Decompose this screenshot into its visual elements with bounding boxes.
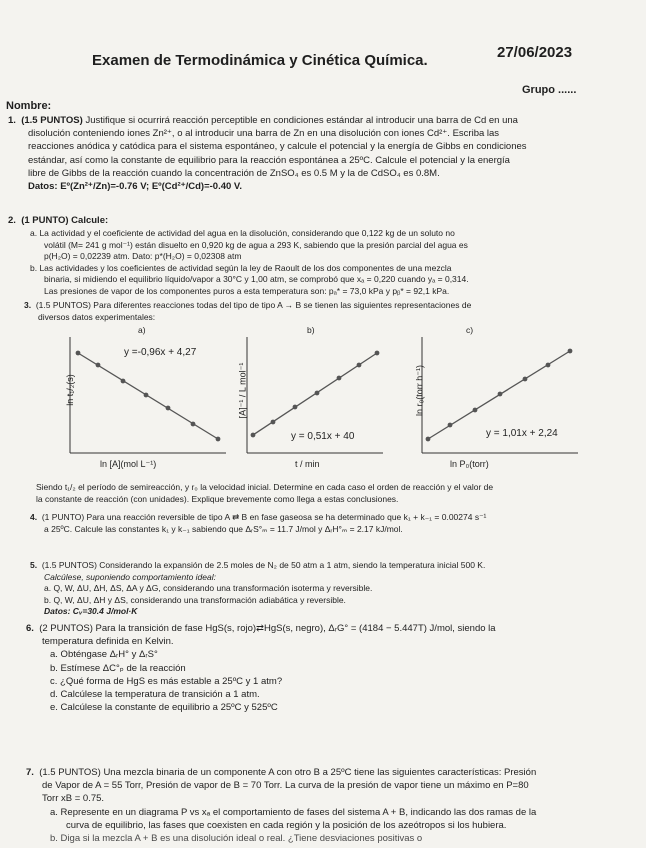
q4-number: 4. — [30, 512, 38, 522]
q5-a: a. Q, W, ΔU, ΔH, ΔS, ΔA y ΔG, considerando una transformación isoterma y reversible. — [44, 583, 373, 593]
q6-item-a: a. Obténgase ΔᵣH° y ΔᵣS° — [50, 649, 158, 661]
exam-title: Examen de Termodinámica y Cinética Química. — [92, 52, 428, 69]
graph-a-point — [76, 351, 81, 356]
graph-a — [65, 325, 228, 475]
q1-data: Datos: Eº(Zn²⁺/Zn)=-0.76 V; Eº(Cd²⁺/Cd)=-0.40 V. — [28, 181, 243, 193]
graph-c-point — [448, 423, 453, 428]
q7-line-0: (1.5 PUNTOS) Una mezcla binaria de un componente A con otro B a 25ºC tiene las siguientes características: Presión — [39, 767, 537, 778]
q2-number: 2. — [8, 215, 16, 226]
q7-line-2: Torr xB = 0.75. — [42, 793, 105, 805]
graph-b-point — [337, 376, 342, 381]
graph-c-point — [523, 377, 528, 382]
q5-line-1: Calcúlese, suponiendo comportamiento ideal: — [44, 571, 216, 582]
graph-a-point — [216, 437, 221, 442]
q6-line-0: (2 PUNTOS) Para la transición de fase HgS(s, rojo)⇄HgS(s, negro), ΔᵣG° = (4184 − 5.447T) J/mol, siendo la — [39, 623, 496, 634]
graph-b — [237, 325, 395, 475]
graph-a-ylabel: ln t₁/₂(s) — [65, 374, 75, 406]
group-label: Grupo ...... — [522, 84, 577, 96]
q4-line-0: (1 PUNTO) Para una reacción reversible de tipo A ⇄ B en fase gaseosa se ha determinado que k₁ + k₋₁ = 0.00274 s⁻¹ — [41, 512, 487, 522]
question-3 — [24, 300, 636, 323]
q3-line-0: (1.5 PUNTOS) Para diferentes reacciones todas del tipo de tipo A → B se tienen las siguientes representaciones de — [35, 300, 472, 310]
question-2 — [8, 214, 638, 227]
q5-number: 5. — [30, 560, 38, 570]
q2-a-line-2: p(H₂O) = 0,02239 atm. Dato: p*(H₂O) = 0,02308 atm — [44, 251, 242, 261]
q3-footer-line-0: Siendo t₁/₂ el período de semireacción, y r₀ la velocidad inicial. Determine en cada caso el orden de reacción y el valor de — [36, 482, 494, 492]
q7-line-1: de Vapor de A = 55 Torr, Presión de vapor de B = 70 Torr. La curva de la presión de vapor tiene un máximo en P=80 — [42, 780, 529, 792]
q5-line-0: (1.5 PUNTOS) Considerando la expansión de 2.5 moles de N₂ de 50 atm a 1 atm, siendo la temperatura inicial 500 K. — [41, 560, 486, 570]
q5-b: b. Q, W, ΔU, ΔH y ΔS, considerando una transformación adiabática y reversible. — [44, 594, 346, 605]
q7-a-line-0: a. Represente en un diagrama P vs xₐ el comportamiento de fases del sistema A + B, indicando las dos ramas de la — [50, 806, 537, 818]
exam-date: 27/06/2023 — [497, 44, 573, 61]
q5-data: Datos: Cᵥ=30.4 J/mol·K — [44, 606, 138, 616]
graph-b-ylabel: [A]⁻¹ / L mol⁻¹ — [237, 362, 248, 419]
question-1 — [8, 114, 638, 193]
graph-a-point — [166, 406, 171, 411]
q2-part-a — [30, 228, 640, 297]
q7-a-line-1: curva de equilibrio, las fases que coexisten en cada región y la posición de los azeótropos si los hubiera. — [66, 819, 507, 831]
question-4 — [30, 512, 636, 535]
graph-b-point — [251, 433, 256, 438]
q1-line-4: libre de Gibbs de la reacción cuando la concentración de ZnSO₄ es 0.5 M y la de CdSO₄ es 0.8M. — [28, 167, 440, 179]
q3-footer-line-1: la constante de reacción (con unidades). Explique brevemente como llega a estas conclusiones. — [36, 493, 399, 504]
q2-b-line-0: b. Las actividades y los coeficientes de actividad según la ley de Raoult de los dos componentes de una mezcla — [30, 262, 452, 273]
graph-b-tag: b) — [307, 325, 315, 335]
q1-line-2: reacciones anódica y catódica para el sistema espontáneo, y calcule el potencial y la energía de Gibbs en condiciones — [28, 141, 527, 153]
graph-b-point — [375, 351, 380, 356]
graph-c-xlabel: ln P₀(torr) — [450, 459, 489, 469]
graph-b-point — [357, 363, 362, 368]
q2-a-line-0: a. La actividad y el coeficiente de actividad del agua en la disolución, considerando que 0,122 kg de un soluto no — [30, 228, 455, 238]
graph-a-point — [144, 393, 149, 398]
q3-footer — [36, 482, 636, 505]
q7-number: 7. — [26, 767, 34, 778]
question-5 — [30, 560, 636, 618]
graph-a-point — [121, 379, 126, 384]
q7-b-line: b. Diga si la mezcla A + B es una disolución ideal o real. ¿Tiene desviaciones positivas o — [50, 833, 423, 845]
q6-line-1: temperatura definida en Kelvin. — [42, 636, 174, 648]
q2-a-line-1: volátil (M= 241 g mol⁻¹) están disuelto en 0,920 kg de agua a 293 K, sabiendo que la presión parcial del agua es — [44, 239, 468, 250]
q4-line-1: a 25ºC. Calcule las constantes k₁ y k₋₁ sabiendo que ΔᵣS°ₘ = 11.7 J/mol y ΔᵣH°ₘ = 2.17 kJ/mol. — [44, 523, 403, 534]
q6-item-e: e. Calcúlese la constante de equilibrio a 25ºC y 525ºC — [50, 702, 278, 714]
q6-item-b: b. Estímese ΔC°ₚ de la reacción — [50, 662, 186, 674]
graph-b-point — [271, 420, 276, 425]
q6-item-c: c. ¿Qué forma de HgS es más estable a 25ºC y 1 atm? — [50, 675, 283, 687]
q1-points: (1.5 PUNTOS) — [21, 115, 83, 126]
graph-c-ylabel: ln r₀(torr h⁻¹) — [414, 365, 425, 416]
graph-c — [414, 325, 580, 475]
q1-number: 1. — [8, 115, 16, 126]
q1-line-0: Justifique si ocurrirá reacción perceptible en condiciones estándar al introducir una barra de Cd en una — [85, 115, 518, 126]
graph-b-point — [293, 405, 298, 410]
graph-b-equation: y = 0,51x + 40 — [291, 431, 355, 442]
graph-b-xlabel: t / min — [295, 459, 320, 469]
graph-c-point — [426, 437, 431, 442]
graph-a-xlabel: ln [A](mol L⁻¹) — [100, 459, 157, 469]
q2-points: (1 PUNTO) Calcule: — [21, 215, 109, 226]
graph-a-tag: a) — [138, 325, 146, 335]
graph-c-equation: y = 1,01x + 2,24 — [486, 428, 558, 439]
q1-line-1: disolución conteniendo iones Zn²⁺, o al introducir una barra de Zn en una disolución con iones Cd²⁺. Escriba las — [28, 128, 500, 140]
graph-c-tag: c) — [466, 325, 474, 335]
q3-number: 3. — [24, 300, 32, 310]
graph-c-point — [546, 363, 551, 368]
q6-item-d: d. Calcúlese la temperatura de transición a 1 atm. — [50, 689, 260, 701]
q3-line-1: diversos datos experimentales: — [38, 311, 156, 322]
graph-b-point — [315, 391, 320, 396]
graph-c-point — [498, 392, 503, 397]
graph-a-point — [96, 363, 101, 368]
question-6 — [26, 622, 638, 714]
name-label: Nombre: — [6, 100, 52, 112]
graph-c-point — [473, 408, 478, 413]
q2-b-line-1: binaria, si midiendo el equilibrio líquido/vapor a 30°C y 1,00 atm, se comprobó que xₐ = 0,220 cuando yₐ = 0,314. — [44, 274, 469, 284]
q6-number: 6. — [26, 623, 34, 634]
graph-a-equation: y =-0,96x + 4,27 — [124, 347, 197, 358]
question-7 — [26, 766, 638, 845]
graph-c-point — [568, 349, 573, 354]
q2-b-line-2: Las presiones de vapor de los componentes puros a esta temperatura son: pₐ* = 73,0 kPa y pᵦ* = 92,1 kPa. — [44, 285, 450, 296]
q1-line-3: estándar, así como la constante de equilibrio para la reacción espontánea a 25ºC. Calcule el potencial y la energía — [28, 154, 510, 166]
graph-a-point — [191, 422, 196, 427]
